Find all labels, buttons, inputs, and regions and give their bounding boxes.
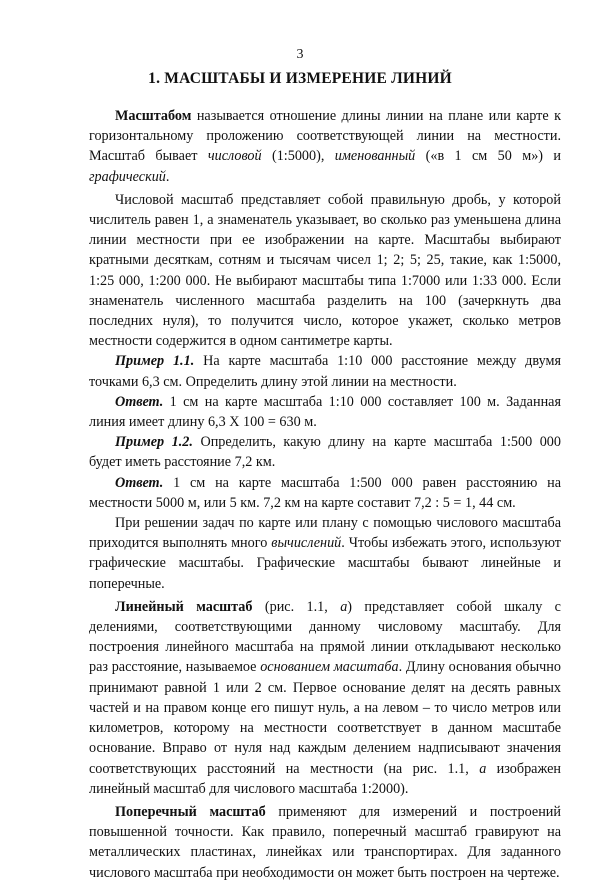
term-scale-base: основанием масштаба xyxy=(260,659,399,676)
page-number: 3 xyxy=(296,47,304,62)
scale-kind-named: именованный xyxy=(334,148,416,165)
paragraph-scale-definition: Масштабом называется отношение длины линии на плане или карте к горизонтальному проложению соответствующей линии на местности. Масштаб бывает числовой (1:5000), именованный («в 1 см 50 м») и графический. xyxy=(89,108,561,185)
answer-1-2: Ответ. 1 см на карте масштаба 1:500 000 равен расстоянию на местности 5000 м, или 5 км. 7,2 км на карте составит 7,2 : 5 = 1, 44 см. xyxy=(89,474,561,511)
term-transverse-scale: Поперечный масштаб xyxy=(115,803,266,820)
paragraph-numeric-scale: Числовой масштаб представляет собой правильную дробь, у которой числитель равен 1, а знаменатель указывает, во сколько раз уменьшена длина линии местности при ее изображении на карте. Масштабы выбирают кратными десяткам, сотням и тысячам чисел 1; 2; 5; 25, такие, как 1:5000, 1:25 000, 1:200 000. Не выбирают масштабы типа 1:7000 или 1:33 000. Если знаменатель численного масштаба разделить на 100 (зачеркнуть два последних нуля), то получится число, которое укажет, сколько метров местности содержится в одном сантиметре карты. xyxy=(89,191,561,350)
example-label: Пример 1.2. xyxy=(115,434,193,451)
answer-1-1: Ответ. 1 см на карте масштаба 1:10 000 составляет 100 м. Заданная линия имеет длину 6,3 Х 100 = 630 м. xyxy=(89,393,561,431)
example-1-1: Пример 1.1. На карте масштаба 1:10 000 расстояние между двумя точками 6,3 см. Определить длину этой линии на местности. xyxy=(89,353,561,390)
scale-kind-numeric: числовой xyxy=(207,148,262,165)
term-scale: Масштабом xyxy=(115,108,192,124)
answer-label: Ответ. xyxy=(115,393,164,410)
term-linear-scale: Линейный масштаб xyxy=(115,598,253,615)
paragraph-transverse-scale: Поперечный масштаб применяют для измерений и построений повышенной точности. Как правило, поперечный масштаб гравируют на металлических пластинах, линейках или транспортирах. Для заданного числового масштаба при необходимости он может быть построен на чертеже. xyxy=(89,803,561,881)
example-1-2: Пример 1.2. Определить, какую длину на карте масштаба 1:500 000 будет иметь расстояние 7,2 км. xyxy=(89,434,561,471)
section-title: 1. МАСШТАБЫ И ИЗМЕРЕНИЕ ЛИНИЙ xyxy=(148,70,452,87)
answer-label: Ответ. xyxy=(115,474,164,491)
paragraph-linear-scale: Линейный масштаб (рис. 1.1, а) представляет собой шкалу с делениями, соответствующими данному числовому масштабу. Для построения линейного масштаба на прямой линии откладывают несколько раз расстояние, называемое основанием масштаба. Длину основания обычно принимают равной 1 или 2 см. Первое основание делят на десять равных частей и на правом конце его пишут нуль, а на левом – то число метров или километров, которому на местности соответствует в данном масштабе основание. Вправо от нуля над каждым делением надписывают значения соответствующих расстояний на местности (на рис. 1.1, а изображен линейный масштаб для числового масштаба 1:2000). xyxy=(89,598,561,797)
document-body xyxy=(89,106,561,883)
paragraph-graphic-scales: При решении задач по карте или плану с помощью числового масштаба приходится выполнять много вычислений. Чтобы избежать этого, используют графические масштабы. Графические масштабы бывают линейные и поперечные. xyxy=(89,515,561,592)
example-label: Пример 1.1. xyxy=(115,353,195,370)
scale-kind-graphic: графический xyxy=(89,168,166,185)
